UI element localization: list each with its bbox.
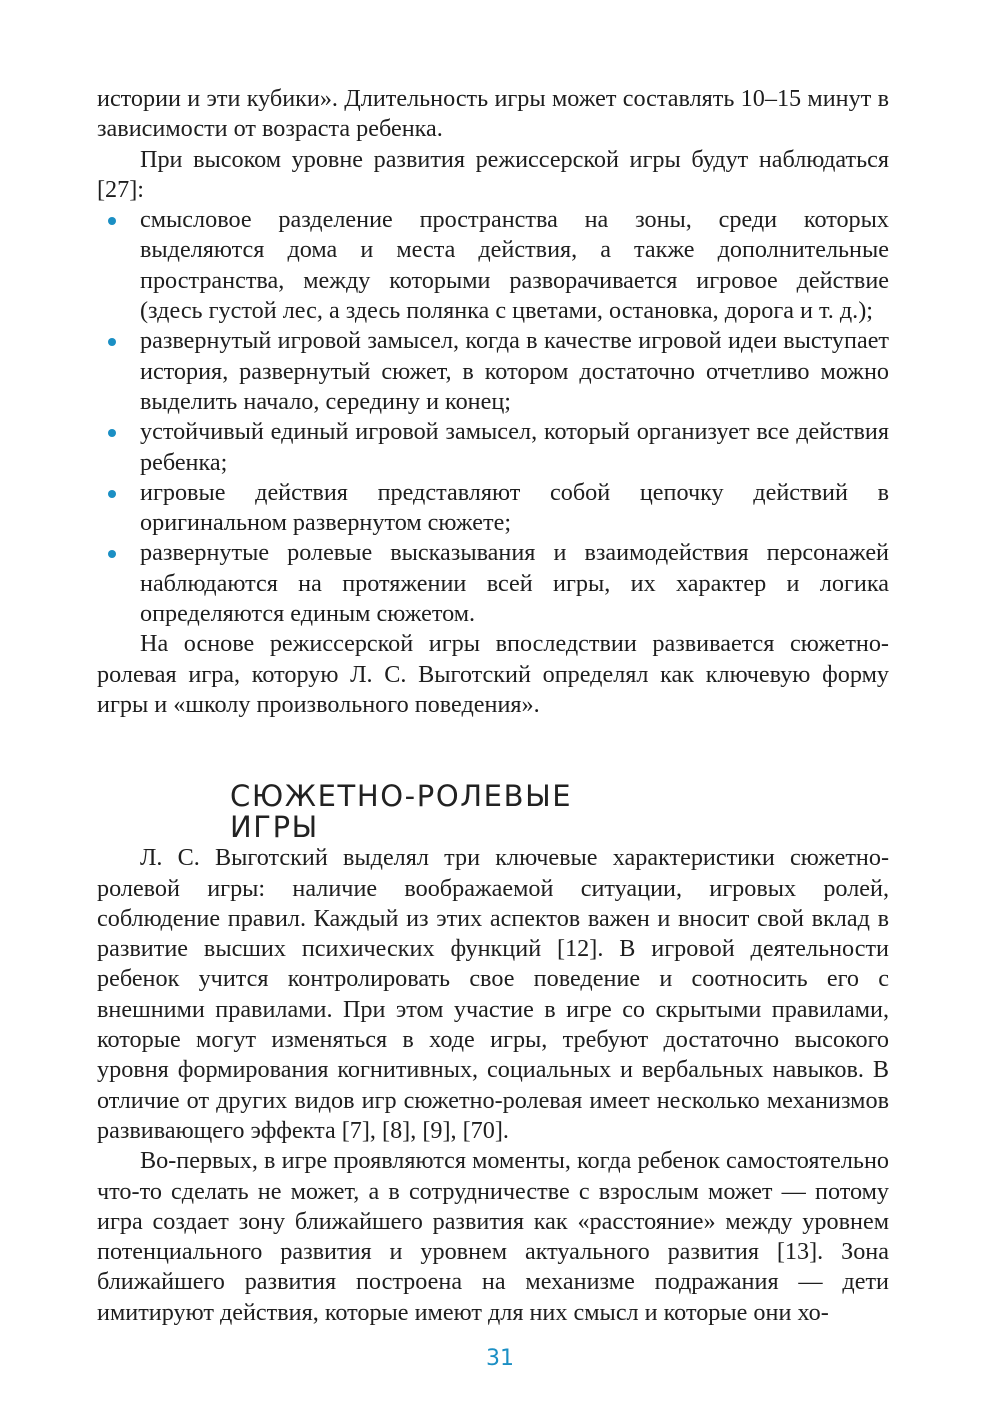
paragraph-list-intro: При высоком уровне развития режиссерской игры будут наблюдаться [27]:: [97, 145, 889, 203]
list-item: [97, 326, 889, 417]
section-heading: [230, 781, 889, 843]
paragraph-transition: На основе режиссерской игры впоследствии развивается сюжетно-ролевая игра, которую Л. С. Выготский определял как ключевую форму игры и «школу произвольного поведения».: [97, 630, 889, 718]
page-content: [97, 84, 889, 1328]
bullet-list: [97, 205, 889, 629]
bullet-icon: [108, 550, 116, 558]
bullet-icon: [108, 490, 116, 498]
list-item-text: развернутые ролевые высказывания и взаимодействия персонажей наблюдаются на протяжении всей игры, их характер и логика определяются единым сюжетом.: [140, 539, 889, 628]
paragraph-continuation: истории и эти кубики». Длительность игры может составлять 10–15 минут в зависимости от возраста ребенка.: [97, 85, 889, 143]
bullet-icon: [108, 429, 116, 437]
list-item-text: развернутый игровой замысел, когда в качестве игровой идеи выступает история, развернутый сюжет, в котором достаточно отчетливо можно выделить начало, середину и конец;: [140, 327, 889, 415]
list-item-text: устойчивый единый игровой замысел, который организует все действия ребенка;: [140, 418, 889, 476]
list-item-text: смысловое разделение пространства на зоны, среди которых выделяются дома и места действия, а также дополнительные пространства, между которыми разворачивается игровое действие (здесь густой лес, а здесь полянка с цветами, остановка, дорога и т. д.);: [140, 206, 889, 325]
list-item: [97, 205, 889, 326]
paragraph-vygotsky: Л. С. Выготский выделял три ключевые характеристики сюжетно-ролевой игры: наличие воображаемой ситуации, игровых ролей, соблюдение правил. Каждый из этих аспектов важен и вносит свой вклад в развитие высших психических функций [12]. В игровой деятельности ребенок учится контролировать свое поведение и соотносить его с внешними правилами. При этом участие в игре со скрытыми правилами, которые могут изменяться в ходе игры, требуют достаточно высокого уровня формирования когнитивных, социальных и вербальных навыков. В отличие от других видов игр сюжетно-ролевая имеет несколько механизмов развивающего эффекта [7], [8], [9], [70].: [97, 844, 889, 1144]
bullet-icon: [108, 217, 116, 225]
page-number: 31: [486, 1346, 514, 1371]
paragraph-firstly: Во-первых, в игре проявляются моменты, когда ребенок самостоятельно что-то сделать не может, а в сотрудничестве с взрослым может — потому игра создает зону ближайшего развития как «расстояние» между уровнем потенциального развития и уровнем актуального развития [13]. Зона ближайшего развития построена на механизме подражания — дети имитируют действия, которые имеют для них смысл и которые они хо-: [97, 1147, 889, 1326]
list-item: [97, 538, 889, 629]
section-heading-line-2: ИГРЫ: [230, 810, 319, 845]
list-item-text: игровые действия представляют собой цепочку действий в оригинальном развернутом сюжете;: [140, 478, 889, 537]
list-item: [97, 478, 889, 539]
list-item: [97, 417, 889, 478]
section-heading-line-1: СЮЖЕТНО-РОЛЕВЫЕ: [230, 779, 573, 814]
bullet-icon: [108, 338, 116, 346]
